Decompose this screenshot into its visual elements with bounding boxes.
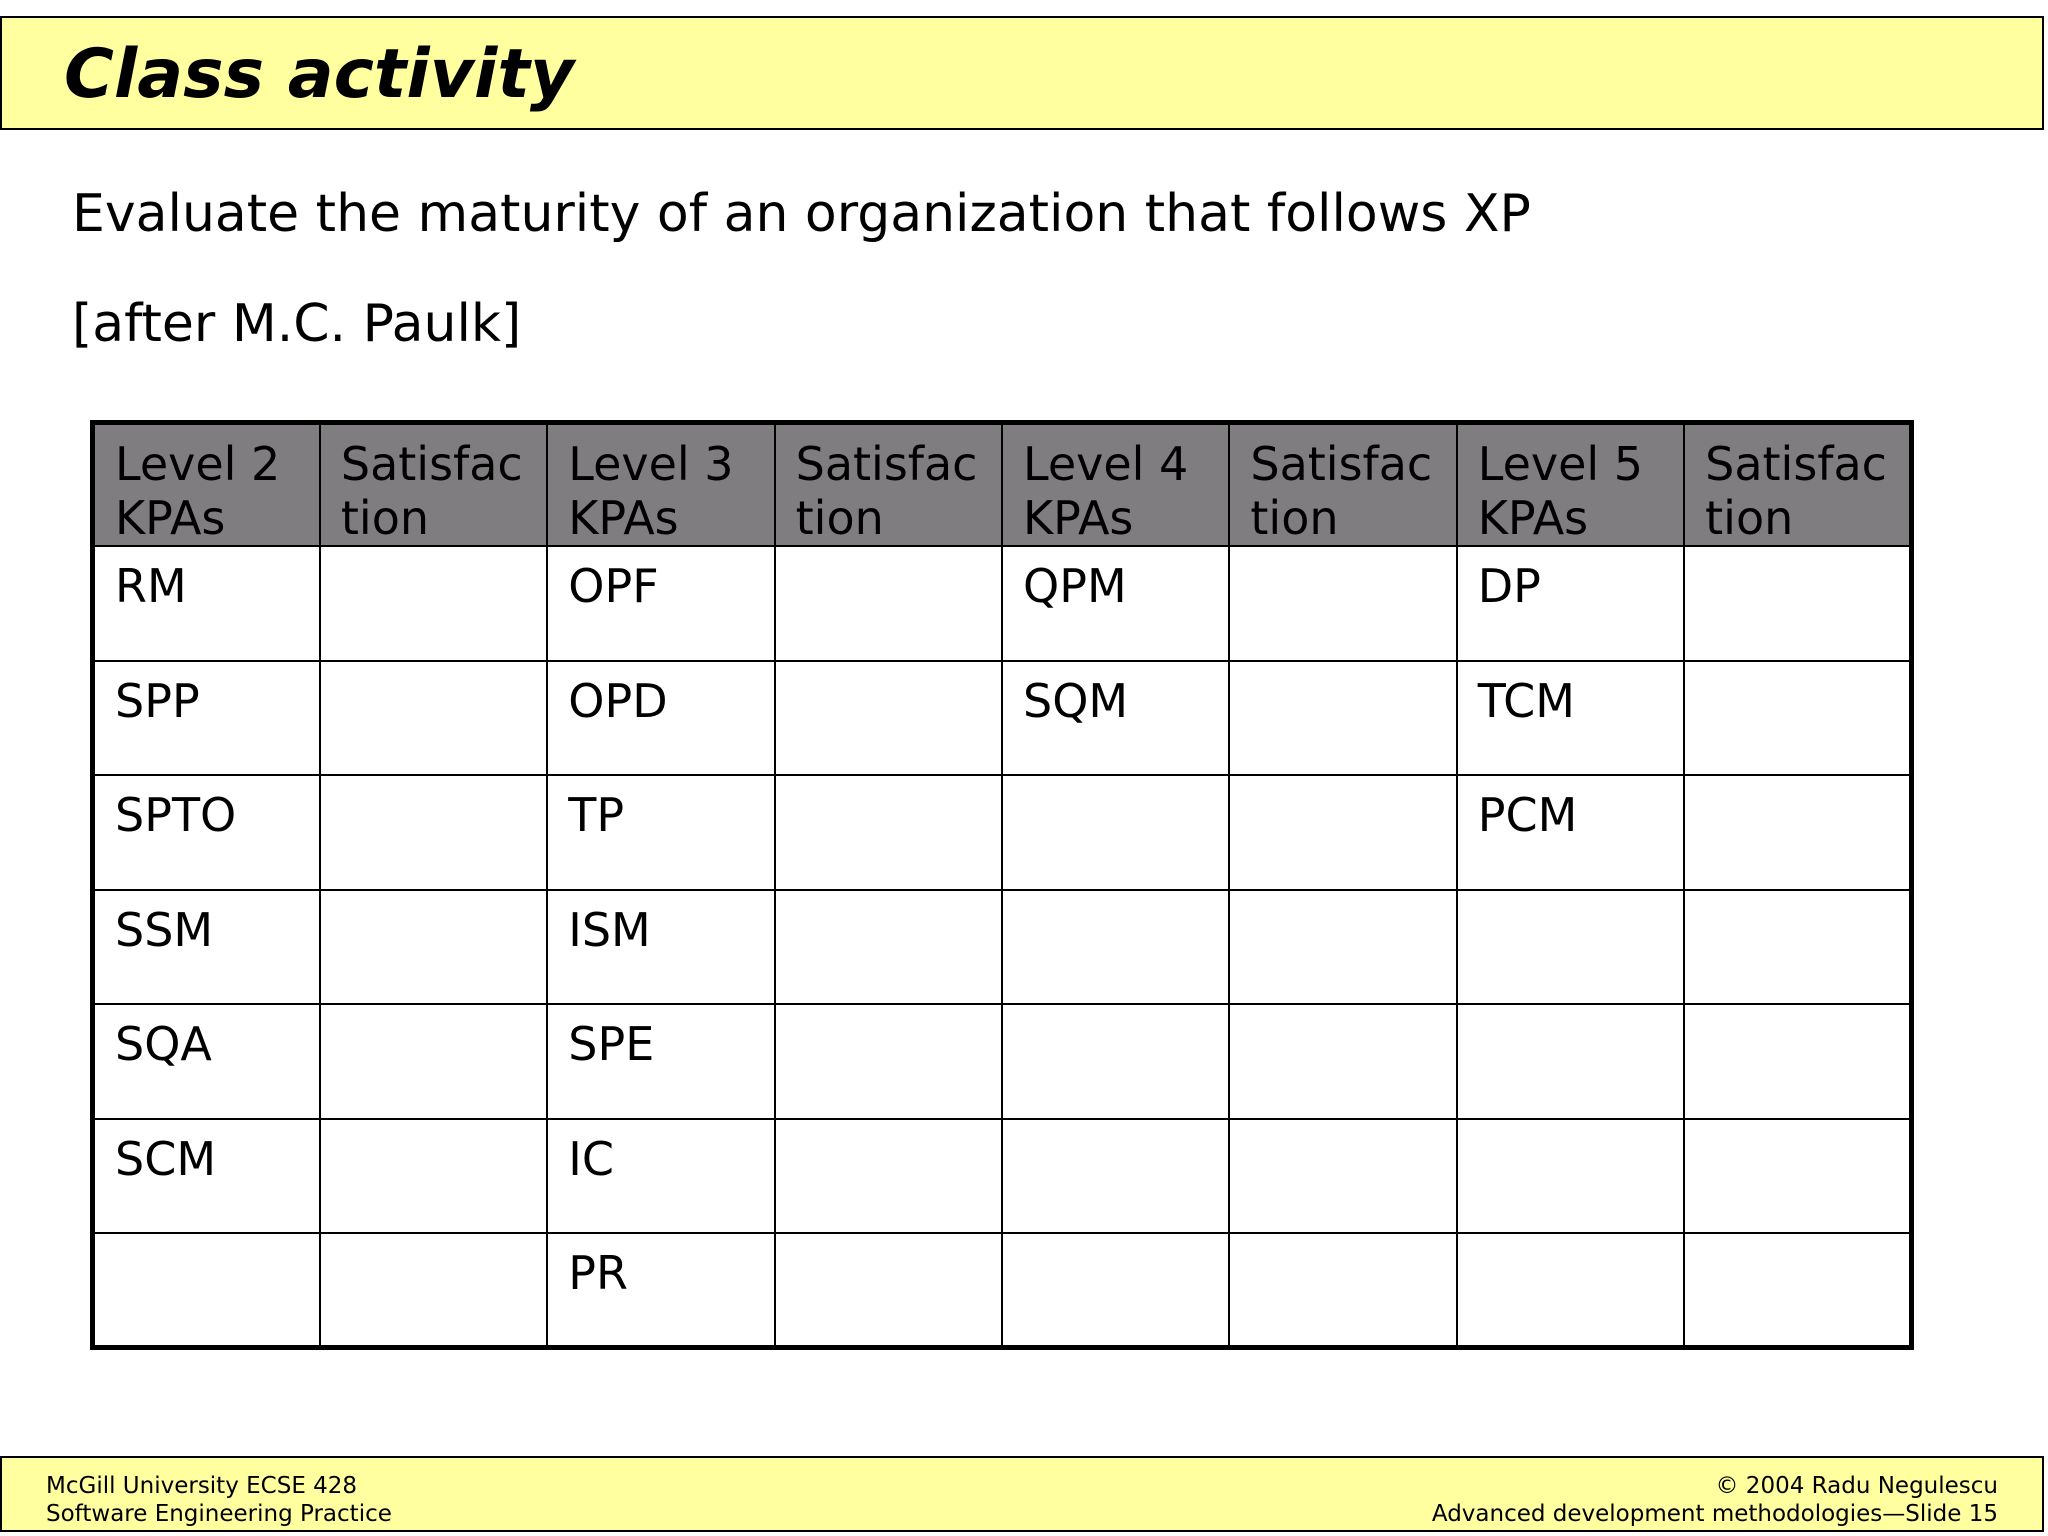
header-level4-kpas: Level 4 KPAs bbox=[1002, 423, 1229, 547]
table-cell bbox=[1457, 1119, 1684, 1234]
table-cell: RM bbox=[93, 546, 320, 661]
attribution-text: [after M.C. Paulk] bbox=[72, 294, 522, 354]
table-cell bbox=[1002, 775, 1229, 890]
table-row bbox=[93, 775, 1912, 890]
table-row bbox=[93, 546, 1912, 661]
table-cell: TCM bbox=[1457, 661, 1684, 776]
table-row bbox=[93, 1119, 1912, 1234]
table-cell bbox=[775, 1004, 1002, 1119]
table-cell bbox=[1229, 546, 1456, 661]
table-cell: QPM bbox=[1002, 546, 1229, 661]
table-cell bbox=[1229, 1004, 1456, 1119]
header-level5-satisfaction: Satisfac tion bbox=[1684, 423, 1911, 547]
table-cell bbox=[1002, 1119, 1229, 1234]
slide-title: Class activity bbox=[64, 35, 575, 114]
table-cell bbox=[775, 661, 1002, 776]
table-cell bbox=[1002, 1233, 1229, 1348]
table-cell bbox=[320, 890, 547, 1005]
instruction-text: Evaluate the maturity of an organization that follows XP bbox=[72, 184, 1531, 244]
table-row bbox=[93, 1004, 1912, 1119]
table-cell bbox=[775, 1119, 1002, 1234]
table-cell: SPTO bbox=[93, 775, 320, 890]
table-cell bbox=[1684, 1119, 1911, 1234]
header-level5-kpas: Level 5 KPAs bbox=[1457, 423, 1684, 547]
table-cell bbox=[1229, 1119, 1456, 1234]
table-cell bbox=[320, 1233, 547, 1348]
table-cell bbox=[320, 546, 547, 661]
table-cell bbox=[1229, 1233, 1456, 1348]
table-cell bbox=[1229, 661, 1456, 776]
table-cell: PR bbox=[547, 1233, 774, 1348]
table-cell: SQM bbox=[1002, 661, 1229, 776]
table-cell bbox=[1684, 1233, 1911, 1348]
table-cell: SCM bbox=[93, 1119, 320, 1234]
table-row bbox=[93, 890, 1912, 1005]
header-level2-satisfaction: Satisfac tion bbox=[320, 423, 547, 547]
table-cell bbox=[1684, 546, 1911, 661]
table-cell bbox=[1684, 890, 1911, 1005]
header-level4-satisfaction: Satisfac tion bbox=[1229, 423, 1456, 547]
table-cell: OPD bbox=[547, 661, 774, 776]
table-cell: DP bbox=[1457, 546, 1684, 661]
table-cell bbox=[1457, 1233, 1684, 1348]
table-cell: PCM bbox=[1457, 775, 1684, 890]
table-cell bbox=[1684, 775, 1911, 890]
table-cell: OPF bbox=[547, 546, 774, 661]
table-cell bbox=[775, 775, 1002, 890]
table-cell: SSM bbox=[93, 890, 320, 1005]
table-cell: SPE bbox=[547, 1004, 774, 1119]
kpa-table bbox=[90, 420, 1914, 1350]
table-cell bbox=[1457, 1004, 1684, 1119]
table-cell: TP bbox=[547, 775, 774, 890]
table-row bbox=[93, 661, 1912, 776]
table-cell bbox=[775, 890, 1002, 1005]
table-header-row bbox=[93, 423, 1912, 547]
table-cell bbox=[1229, 775, 1456, 890]
table-row bbox=[93, 1233, 1912, 1348]
footer-bar bbox=[0, 1456, 2044, 1532]
table-cell bbox=[320, 661, 547, 776]
table-cell: SPP bbox=[93, 661, 320, 776]
footer-copyright: © 2004 Radu Negulescu bbox=[1715, 1473, 1998, 1499]
footer-course: McGill University ECSE 428 bbox=[46, 1473, 358, 1499]
table-cell bbox=[775, 546, 1002, 661]
header-level3-kpas: Level 3 KPAs bbox=[547, 423, 774, 547]
table-cell bbox=[320, 1119, 547, 1234]
table-cell bbox=[1684, 661, 1911, 776]
table-cell bbox=[1002, 890, 1229, 1005]
footer-slide-number: Advanced development methodologies—Slide 15 bbox=[1431, 1501, 1998, 1527]
header-level3-satisfaction: Satisfac tion bbox=[775, 423, 1002, 547]
table-cell bbox=[1002, 1004, 1229, 1119]
table-cell bbox=[1229, 890, 1456, 1005]
table-cell: ISM bbox=[547, 890, 774, 1005]
table-cell: SQA bbox=[93, 1004, 320, 1119]
table-cell bbox=[320, 775, 547, 890]
footer-course-title: Software Engineering Practice bbox=[46, 1501, 392, 1527]
table-cell bbox=[1684, 1004, 1911, 1119]
table-cell bbox=[1457, 890, 1684, 1005]
table-cell bbox=[320, 1004, 547, 1119]
header-level2-kpas: Level 2 KPAs bbox=[93, 423, 320, 547]
table-cell: IC bbox=[547, 1119, 774, 1234]
table-cell bbox=[93, 1233, 320, 1348]
table-cell bbox=[775, 1233, 1002, 1348]
